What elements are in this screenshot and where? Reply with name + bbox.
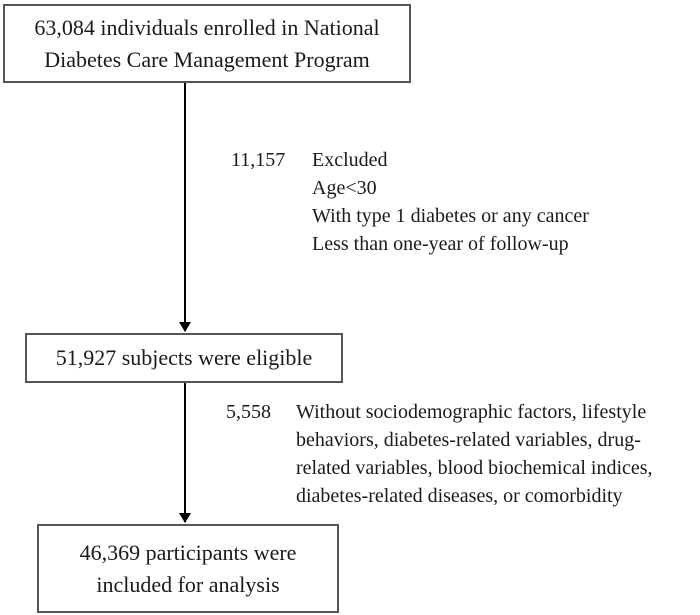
exclusion-1-reason: With type 1 diabetes or any cancer	[312, 205, 589, 227]
exclusion-1-reason: Age<30	[312, 177, 377, 199]
exclusion-2-reason: diabetes-related diseases, or comorbidity	[296, 485, 623, 507]
included-line-1: 46,369 participants were	[79, 539, 297, 565]
eligible-line-1: 51,927 subjects were eligible	[55, 345, 313, 370]
included-box	[37, 524, 339, 613]
exclusion-1-reasons	[312, 174, 589, 258]
included-line-2: included for analysis	[96, 571, 280, 597]
exclusion-2-reasons	[296, 398, 653, 510]
exclusion-2-reason: related variables, blood biochemical indices,	[296, 457, 653, 479]
exclusion-1-reason: Less than one-year of follow-up	[312, 233, 569, 255]
exclusion-2-reason: behaviors, diabetes-related variables, drug-	[296, 429, 641, 451]
exclusion-1-label: Excluded	[312, 149, 388, 171]
exclusion-2-reason: Without sociodemographic factors, lifestyle	[296, 401, 647, 423]
eligible-box	[25, 333, 343, 383]
enrolled-box	[3, 4, 411, 83]
exclusion-1-count: 11,157	[231, 149, 286, 171]
enrolled-line-1: 63,084 individuals enrolled in National	[34, 14, 380, 40]
exclusion-2-count: 5,558	[226, 401, 271, 423]
enrolled-line-2: Diabetes Care Management Program	[44, 46, 370, 72]
